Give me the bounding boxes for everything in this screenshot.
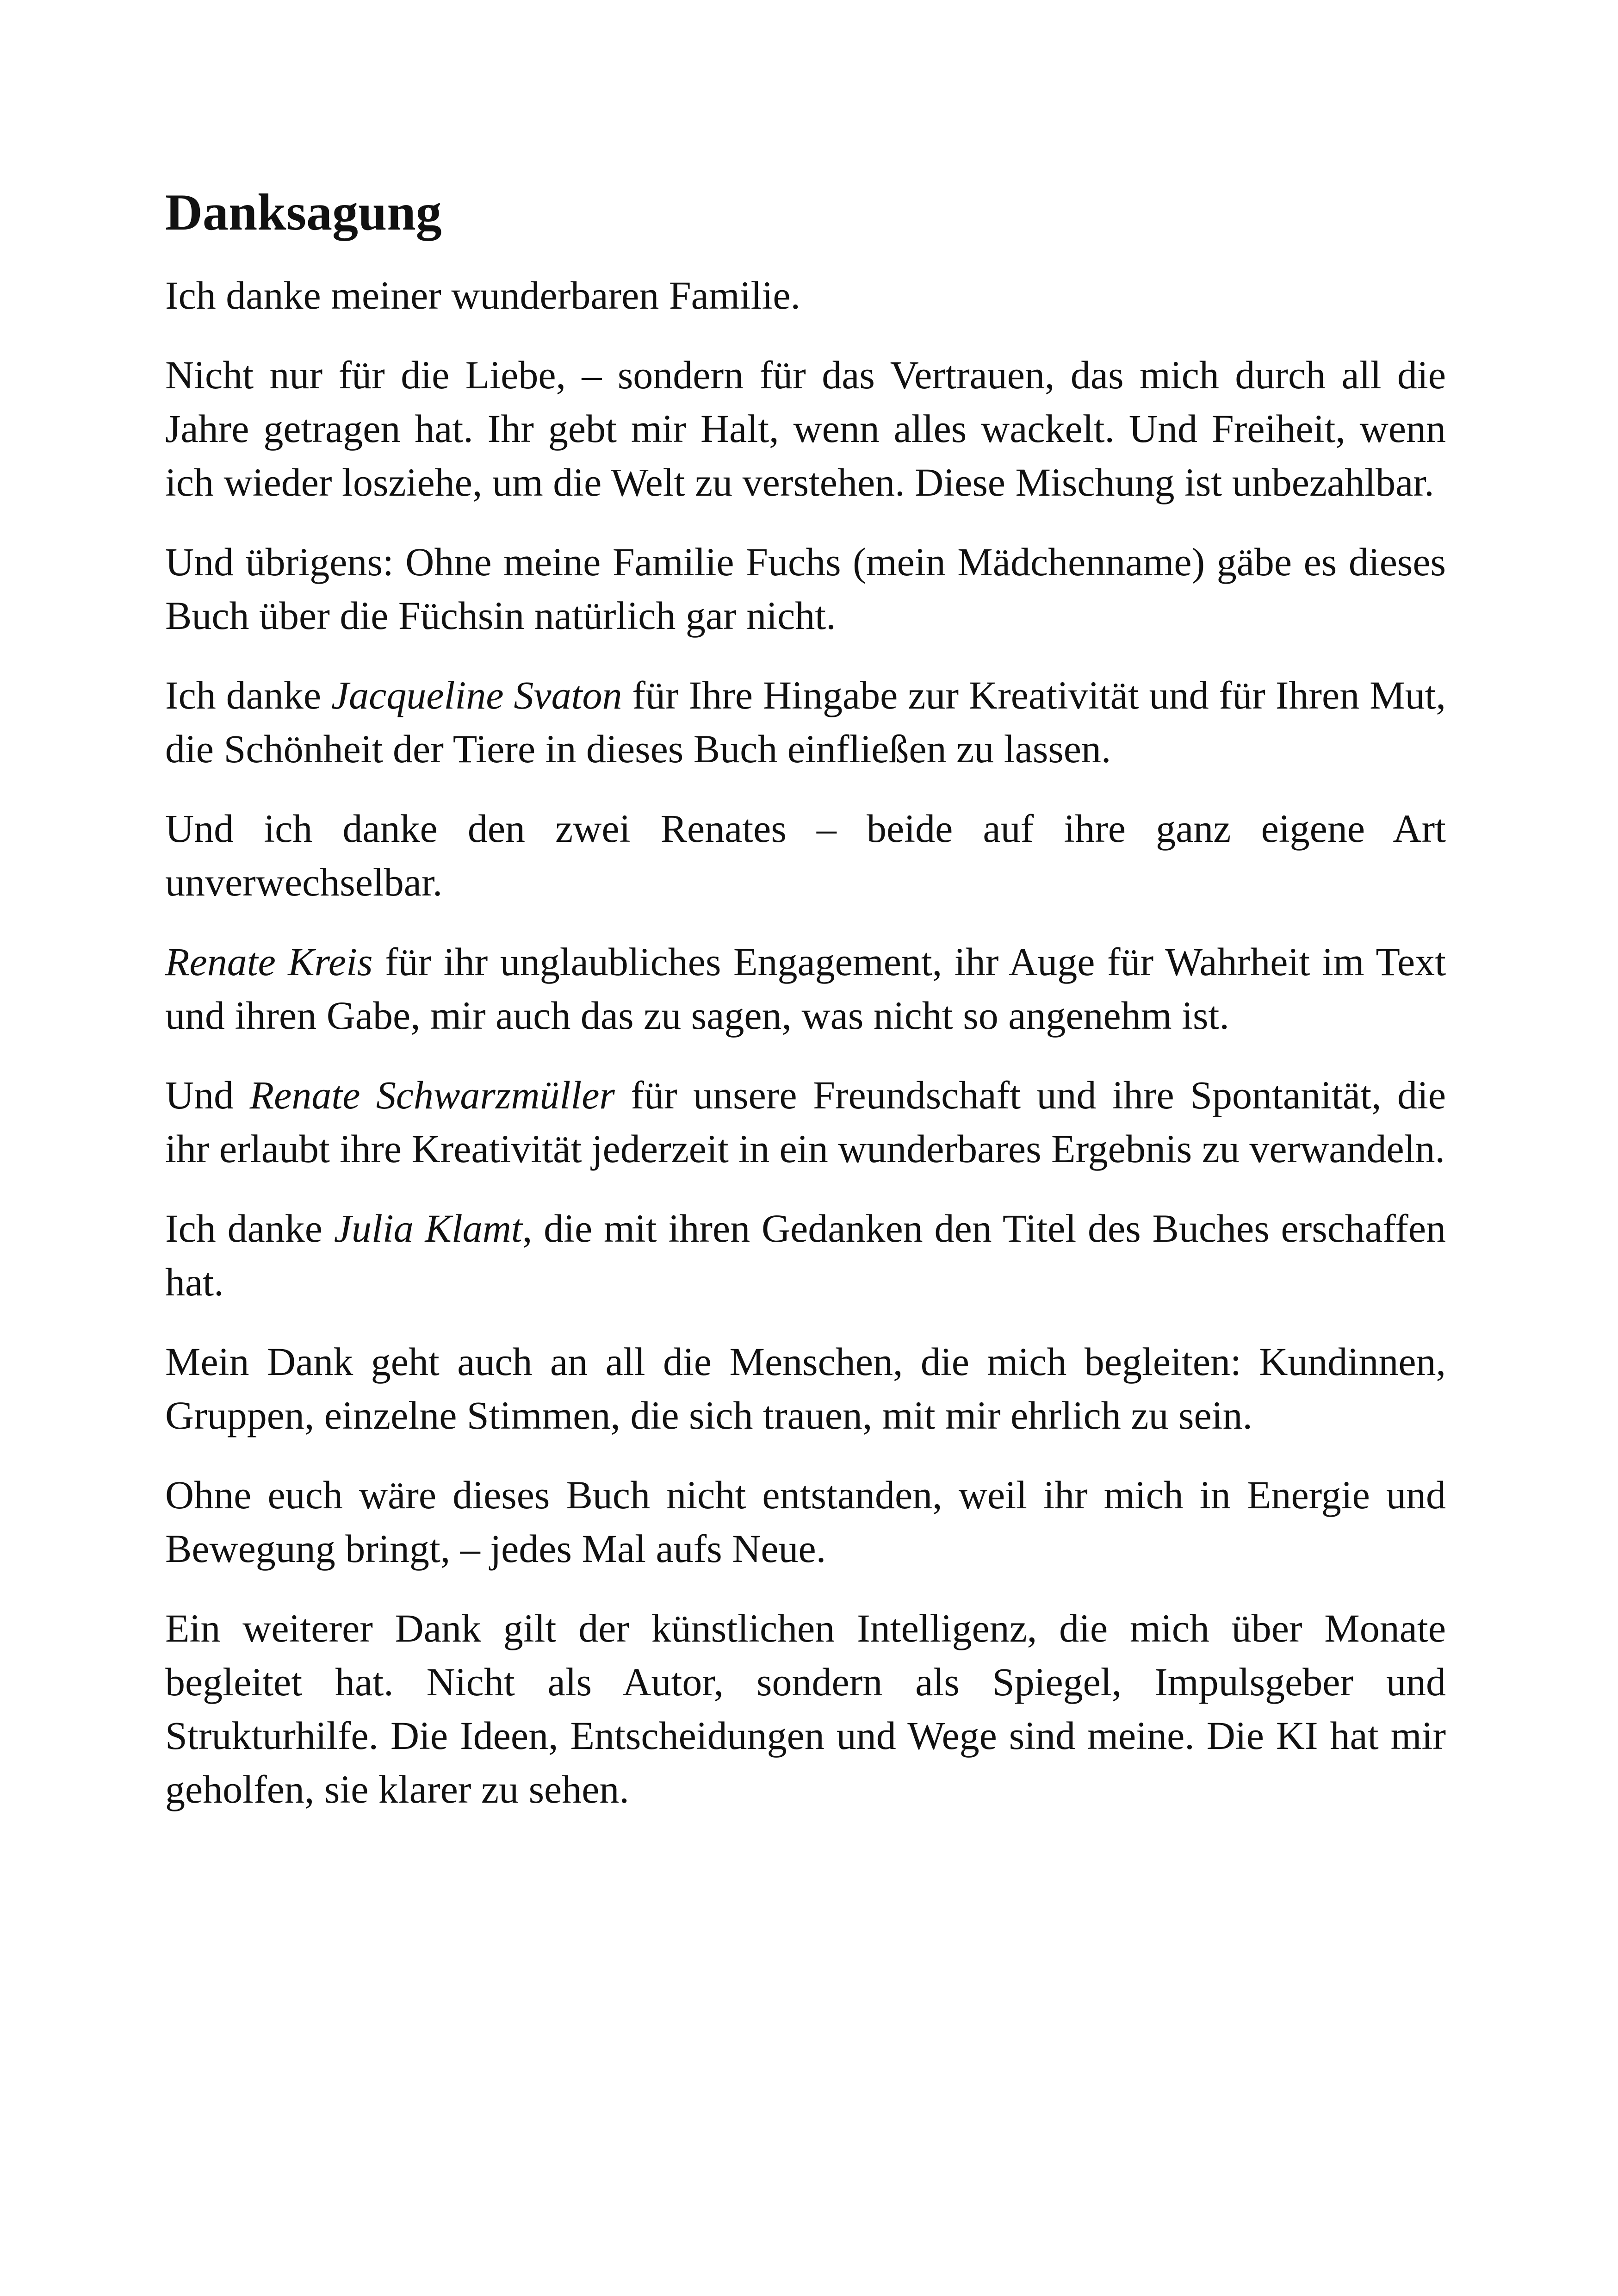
paragraph-thanks-ai: Ein weiterer Dank gilt der künstlichen Intelligenz, die mich über Monate begleitet hat. Nicht als Autor, sondern als Spiegel, Impulsgeber und Strukturhilfe. Die Ideen, Entscheidungen und Wege sind meine. Die KI hat mir geholfen, sie klarer zu sehen. — [165, 1605, 1446, 1811]
text-segment: für Ihre Hingabe zur Kreativität und für Ihren Mut, die Schönheit der Tiere in dieses Buch einfließen zu lassen. — [165, 672, 1446, 771]
text-segment: Ich danke — [165, 1206, 334, 1251]
page-content — [165, 183, 1446, 1842]
paragraph-thanks-people: Mein Dank geht auch an all die Menschen, die mich begleiten: Kundinnen, Gruppen, einzelne Stimmen, die sich trauen, mit mir ehrlich zu sein. — [165, 1339, 1446, 1437]
person-name: Jacqueline Svaton — [331, 672, 622, 717]
paragraph-family-intro: Ich danke meiner wunderbaren Familie. — [165, 273, 801, 317]
text-segment: Und — [165, 1072, 250, 1117]
text-segment: , die mit ihren Gedanken den Titel des Buches erschaffen hat. — [165, 1206, 1446, 1304]
person-name: Renate Schwarzmüller — [249, 1072, 615, 1117]
text-segment: für unsere Freundschaft und ihre Spontanität, die ihr erlaubt ihre Kreativität jederzeit in ein wunderbares Ergebnis zu verwandeln. — [165, 1072, 1446, 1171]
paragraph-thanks-svaton — [165, 668, 1446, 776]
paragraph-without-you: Ohne euch wäre dieses Buch nicht entstanden, weil ihr mich in Energie und Bewegung bringt, – jedes Mal aufs Neue. — [165, 1472, 1446, 1571]
paragraph-thanks-klamt — [165, 1201, 1446, 1309]
paragraph-thanks-kreis — [165, 935, 1446, 1042]
paragraph-thanks-schwarzmueller — [165, 1068, 1446, 1176]
paragraph-two-renates: Und ich danke den zwei Renates – beide auf ihre ganz eigene Art unverwechselbar. — [165, 806, 1446, 904]
text-segment: Ich danke — [165, 672, 332, 717]
person-name: Julia Klamt — [334, 1206, 522, 1251]
page-title: Danksagung — [165, 184, 442, 241]
person-name: Renate Kreis — [165, 939, 373, 984]
paragraph-family-trust: Nicht nur für die Liebe, – sondern für das Vertrauen, das mich durch all die Jahre getragen hat. Ihr gebt mir Halt, wenn alles wackelt. Und Freiheit, wenn ich wieder losziehe, um die Welt zu verstehen. Diese Mischung ist unbezahlbar. — [165, 352, 1446, 504]
text-segment: für ihr unglaubliches Engagement, ihr Auge für Wahrheit im Text und ihren Gabe, mir auch das zu sagen, was nicht so angenehm ist. — [165, 939, 1446, 1038]
paragraph-family-fuchs: Und übrigens: Ohne meine Familie Fuchs (mein Mädchenname) gäbe es dieses Buch über die Füchsin natürlich gar nicht. — [165, 539, 1446, 638]
